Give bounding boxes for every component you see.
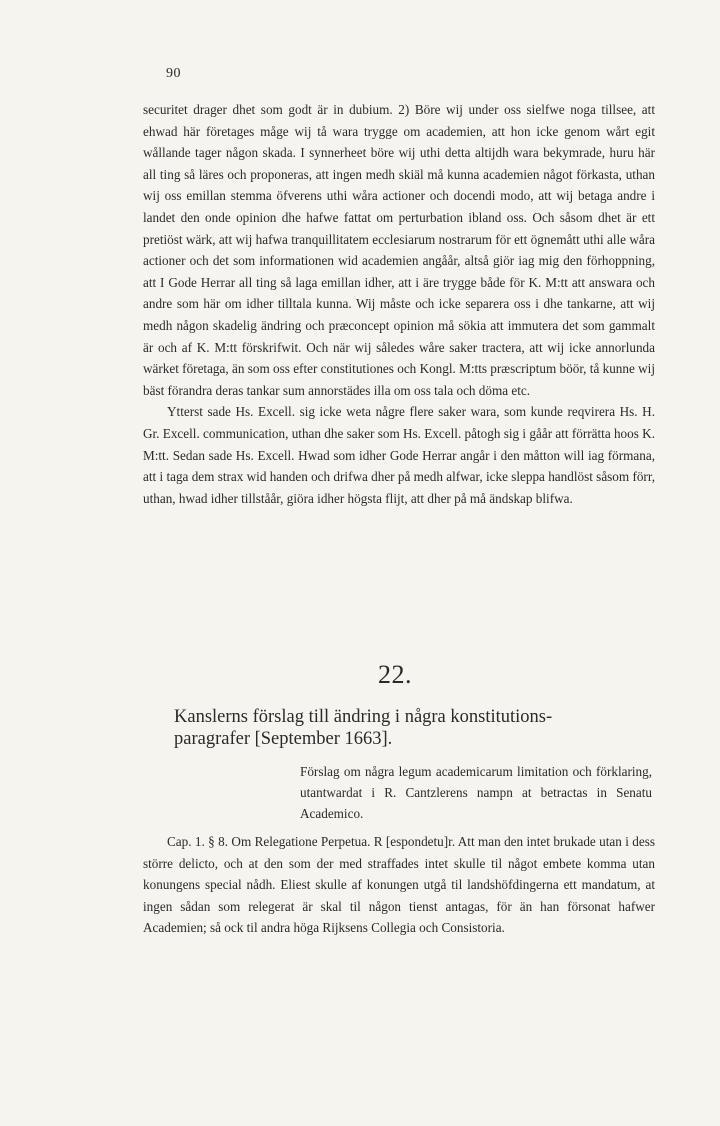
page-number: 90 bbox=[166, 66, 181, 81]
section-title bbox=[174, 706, 658, 750]
section-summary bbox=[300, 761, 652, 824]
section-body-paragraph: Cap. 1. § 8. Om Relegatione Perpetua. R [espondetu]r. Att man den intet brukade utan i dess större delicto, och at den som der med straffades intet skulle til något embete komma utan konungens special nådh. Eliest skulle af konungen utgå til landshöfdingerna ett mandatum, at ingen sådan som relegerat är skal til någon tienst antagas, för än han försonat hafwer Academien; så ock til andra höga Rijksens Collegia och Consistoria. bbox=[143, 834, 655, 936]
section-title-line-1: Kanslerns förslag till ändring i några konstitutions- bbox=[174, 707, 553, 727]
summary-text: Förslag om några legum academicarum limitation och förklaring, utantwardat i R. Cantzlerens nampn at betractas in Senatu Academico. bbox=[300, 764, 652, 821]
continuation-text bbox=[143, 99, 655, 509]
section-number: 22. bbox=[378, 660, 412, 689]
continuation-paragraph-1: securitet drager dhet som godt är in dubium. 2) Böre wij under oss sielfwe noga tillsee, att ehwad här företages måge wij tå wara trygge om academien, att hon icke genom wårt egit wållande tager någon skada. I synnerheet böre wij uthi detta altijdh wara bekymrade, huru här all ting så läres och proponeras, att ingen medh skiäl må kunna academien något förkasta, uthan wij oss emillan stemma öfverens uthi wåra actioner och docendi modo, att wij betaga andre i landet den onde opinion dhe hafwe fattat om perturbation ibland oss. Och såsom dhet är ett pretiöst wärk, att wij hafwa tranquillitatem ecclesiarum nostrarum för ett ögnemått uthi alle wåra actioner och det som informationen wid academien angåår, altså giör iag mig den förhoppning, att I Gode Herrar all ting så laga emillan idher, att i äre trygge både för K. M:tt att answara och andre som här om idher tilltala kunna. Wij måste och icke separera oss i dhe tankarne, att wij medh någon skadelig ändring och præconcept opinion må sökia att immutera det som gammalt är och af K. M:tt förskrifwit. Och när wij således wåre saker tractera, att wij icke annorlunda wärket företaga, än som oss efter constitutiones och Kongl. M:tts præscriptum böör, tå kunne wij bäst förandra deras tankar sum annorstädes illa om oss tala och döma etc. bbox=[143, 102, 655, 398]
continuation-paragraph-2: Ytterst sade Hs. Excell. sig icke weta någre flere saker wara, som kunde reqvirera Hs. H. Gr. Excell. communication, uthan dhe saker som Hs. Excell. påtogh sig i gåår att förrätta hoos K. M:tt. Sedan sade Hs. Excell. Hwad som idher Gode Herrar angår i den måtton will iag förmana, att i taga dem strax wid handen och drifwa dher på medh alfwar, icke sleppa handlöst såsom förr, uthan, hwad idher tillståår, giöra idher högsta flijt, att dher på må ändskap blifwa. bbox=[143, 404, 655, 506]
section-body bbox=[143, 831, 655, 939]
section-title-line-2: paragrafer [September 1663]. bbox=[174, 729, 393, 749]
